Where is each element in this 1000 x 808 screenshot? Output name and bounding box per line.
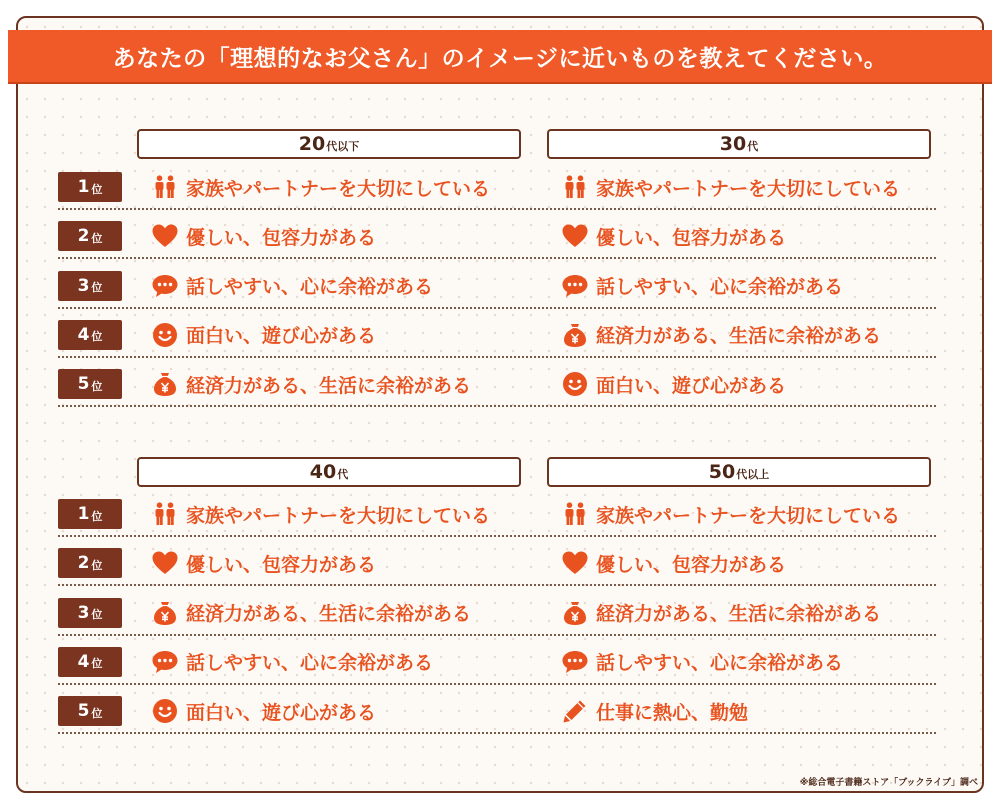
page-title: あなたの「理想的なお父さん」のイメージに近いものを教えてください。 (8, 30, 992, 82)
answer-item (152, 366, 471, 402)
rank-number: 1 (77, 504, 90, 524)
money-bag-icon (562, 600, 596, 626)
answer-item (152, 545, 376, 581)
header-50s (547, 457, 931, 487)
rank-number: 3 (77, 602, 90, 623)
answer-text: 優しい、包容力がある (596, 553, 787, 576)
rank-badge-3 (58, 271, 122, 301)
answer-text: 家族やパートナーを大切にしている (186, 177, 491, 200)
header-30s-label: 30 (719, 133, 747, 155)
speech-bubble-icon (152, 649, 186, 675)
rank-suffix: 位 (91, 558, 103, 572)
answer-text: 家族やパートナーを大切にしている (186, 504, 491, 527)
rank-suffix: 位 (91, 379, 103, 393)
rank-badge-2 (58, 221, 122, 251)
rank-number: 3 (77, 275, 90, 296)
row-divider (58, 535, 936, 537)
answer-item (152, 268, 433, 304)
answer-item (562, 496, 900, 532)
header-50s-label: 50 (708, 461, 736, 483)
answer-item (152, 169, 490, 205)
row-divider (58, 208, 936, 210)
rank-badge-5 (58, 696, 122, 726)
heart-icon (562, 223, 596, 249)
rank-number: 5 (77, 701, 90, 722)
answer-item (562, 268, 843, 304)
family-icon (562, 174, 596, 200)
answer-text: 家族やパートナーを大切にしている (596, 504, 901, 527)
rank-badge-3 (58, 598, 122, 628)
answer-item (562, 595, 881, 631)
money-bag-icon (562, 322, 596, 348)
rank-suffix: 位 (91, 657, 103, 671)
rank-suffix: 位 (91, 281, 103, 295)
smiley-icon (562, 371, 596, 397)
answer-text: 面白い、遊び心がある (596, 374, 787, 397)
answer-item (562, 693, 748, 729)
rank-suffix: 位 (91, 330, 103, 344)
row-divider (58, 634, 936, 636)
header-50s-suffix: 代以上 (736, 468, 770, 481)
rank-number: 4 (77, 324, 90, 345)
answer-item (562, 317, 881, 353)
answer-item (152, 317, 376, 353)
rank-number: 2 (77, 226, 90, 247)
rank-badge-1 (58, 499, 122, 529)
answer-text: 仕事に熱心、勤勉 (596, 701, 749, 724)
answer-text: 経済力がある、生活に余裕がある (186, 374, 472, 397)
header-40s-label: 40 (309, 461, 337, 483)
rank-number: 1 (77, 177, 90, 197)
answer-item (562, 366, 786, 402)
rank-suffix: 位 (91, 608, 103, 622)
header-40s-suffix: 代 (337, 468, 349, 481)
answer-text: 家族やパートナーを大切にしている (596, 177, 901, 200)
rank-badge-5 (58, 369, 122, 399)
rank-suffix: 位 (91, 182, 103, 196)
rank-suffix: 位 (91, 509, 103, 523)
speech-bubble-icon (562, 273, 596, 299)
answer-text: 話しやすい、心に余裕がある (596, 652, 844, 675)
answer-text: 優しい、包容力がある (186, 226, 377, 249)
speech-bubble-icon (152, 273, 186, 299)
row-divider (58, 307, 936, 309)
answer-item (152, 496, 490, 532)
rank-number: 4 (77, 651, 90, 672)
family-icon (562, 501, 596, 527)
answer-text: 優しい、包容力がある (186, 553, 377, 576)
rank-badge-2 (58, 548, 122, 578)
header-40s (137, 457, 521, 487)
header-30s-suffix: 代 (747, 140, 759, 153)
heart-icon (152, 223, 186, 249)
row-divider (58, 683, 936, 685)
answer-text: 話しやすい、心に余裕がある (186, 652, 434, 675)
family-icon (152, 501, 186, 527)
rank-suffix: 位 (91, 706, 103, 720)
header-20s-label: 20 (298, 133, 326, 155)
rank-suffix: 位 (91, 231, 103, 245)
footnote: ※総合電子書籍ストア「ブックライブ」調べ (799, 778, 978, 788)
pencil-icon (562, 698, 596, 724)
heart-icon (152, 550, 186, 576)
answer-item (562, 644, 843, 680)
answer-item (152, 644, 433, 680)
rank-number: 5 (77, 374, 90, 395)
rank-badge-4 (58, 647, 122, 677)
row-divider (58, 584, 936, 586)
answer-item (562, 218, 786, 254)
header-20s-suffix: 代以下 (326, 140, 360, 153)
row-divider (58, 405, 936, 407)
rank-badge-1 (58, 172, 122, 202)
header-30s (547, 129, 931, 159)
smiley-icon (152, 322, 186, 348)
money-bag-icon (152, 371, 186, 397)
answer-text: 面白い、遊び心がある (186, 701, 377, 724)
row-divider (58, 257, 936, 259)
row-divider (58, 732, 936, 734)
answer-item (152, 595, 471, 631)
answer-text: 面白い、遊び心がある (186, 325, 377, 348)
rank-badge-4 (58, 320, 122, 350)
answer-text: 経済力がある、生活に余裕がある (596, 603, 882, 626)
header-20s (137, 129, 521, 159)
answer-item (562, 545, 786, 581)
answer-text: 経済力がある、生活に余裕がある (186, 603, 472, 626)
answer-item (562, 169, 900, 205)
answer-text: 話しやすい、心に余裕がある (186, 276, 434, 299)
money-bag-icon (152, 600, 186, 626)
answer-item (152, 218, 376, 254)
heart-icon (562, 550, 596, 576)
answer-item (152, 693, 376, 729)
row-divider (58, 356, 936, 358)
family-icon (152, 174, 186, 200)
answer-text: 経済力がある、生活に余裕がある (596, 325, 882, 348)
answer-text: 話しやすい、心に余裕がある (596, 276, 844, 299)
smiley-icon (152, 698, 186, 724)
rank-number: 2 (77, 553, 90, 574)
answer-text: 優しい、包容力がある (596, 226, 787, 249)
speech-bubble-icon (562, 649, 596, 675)
